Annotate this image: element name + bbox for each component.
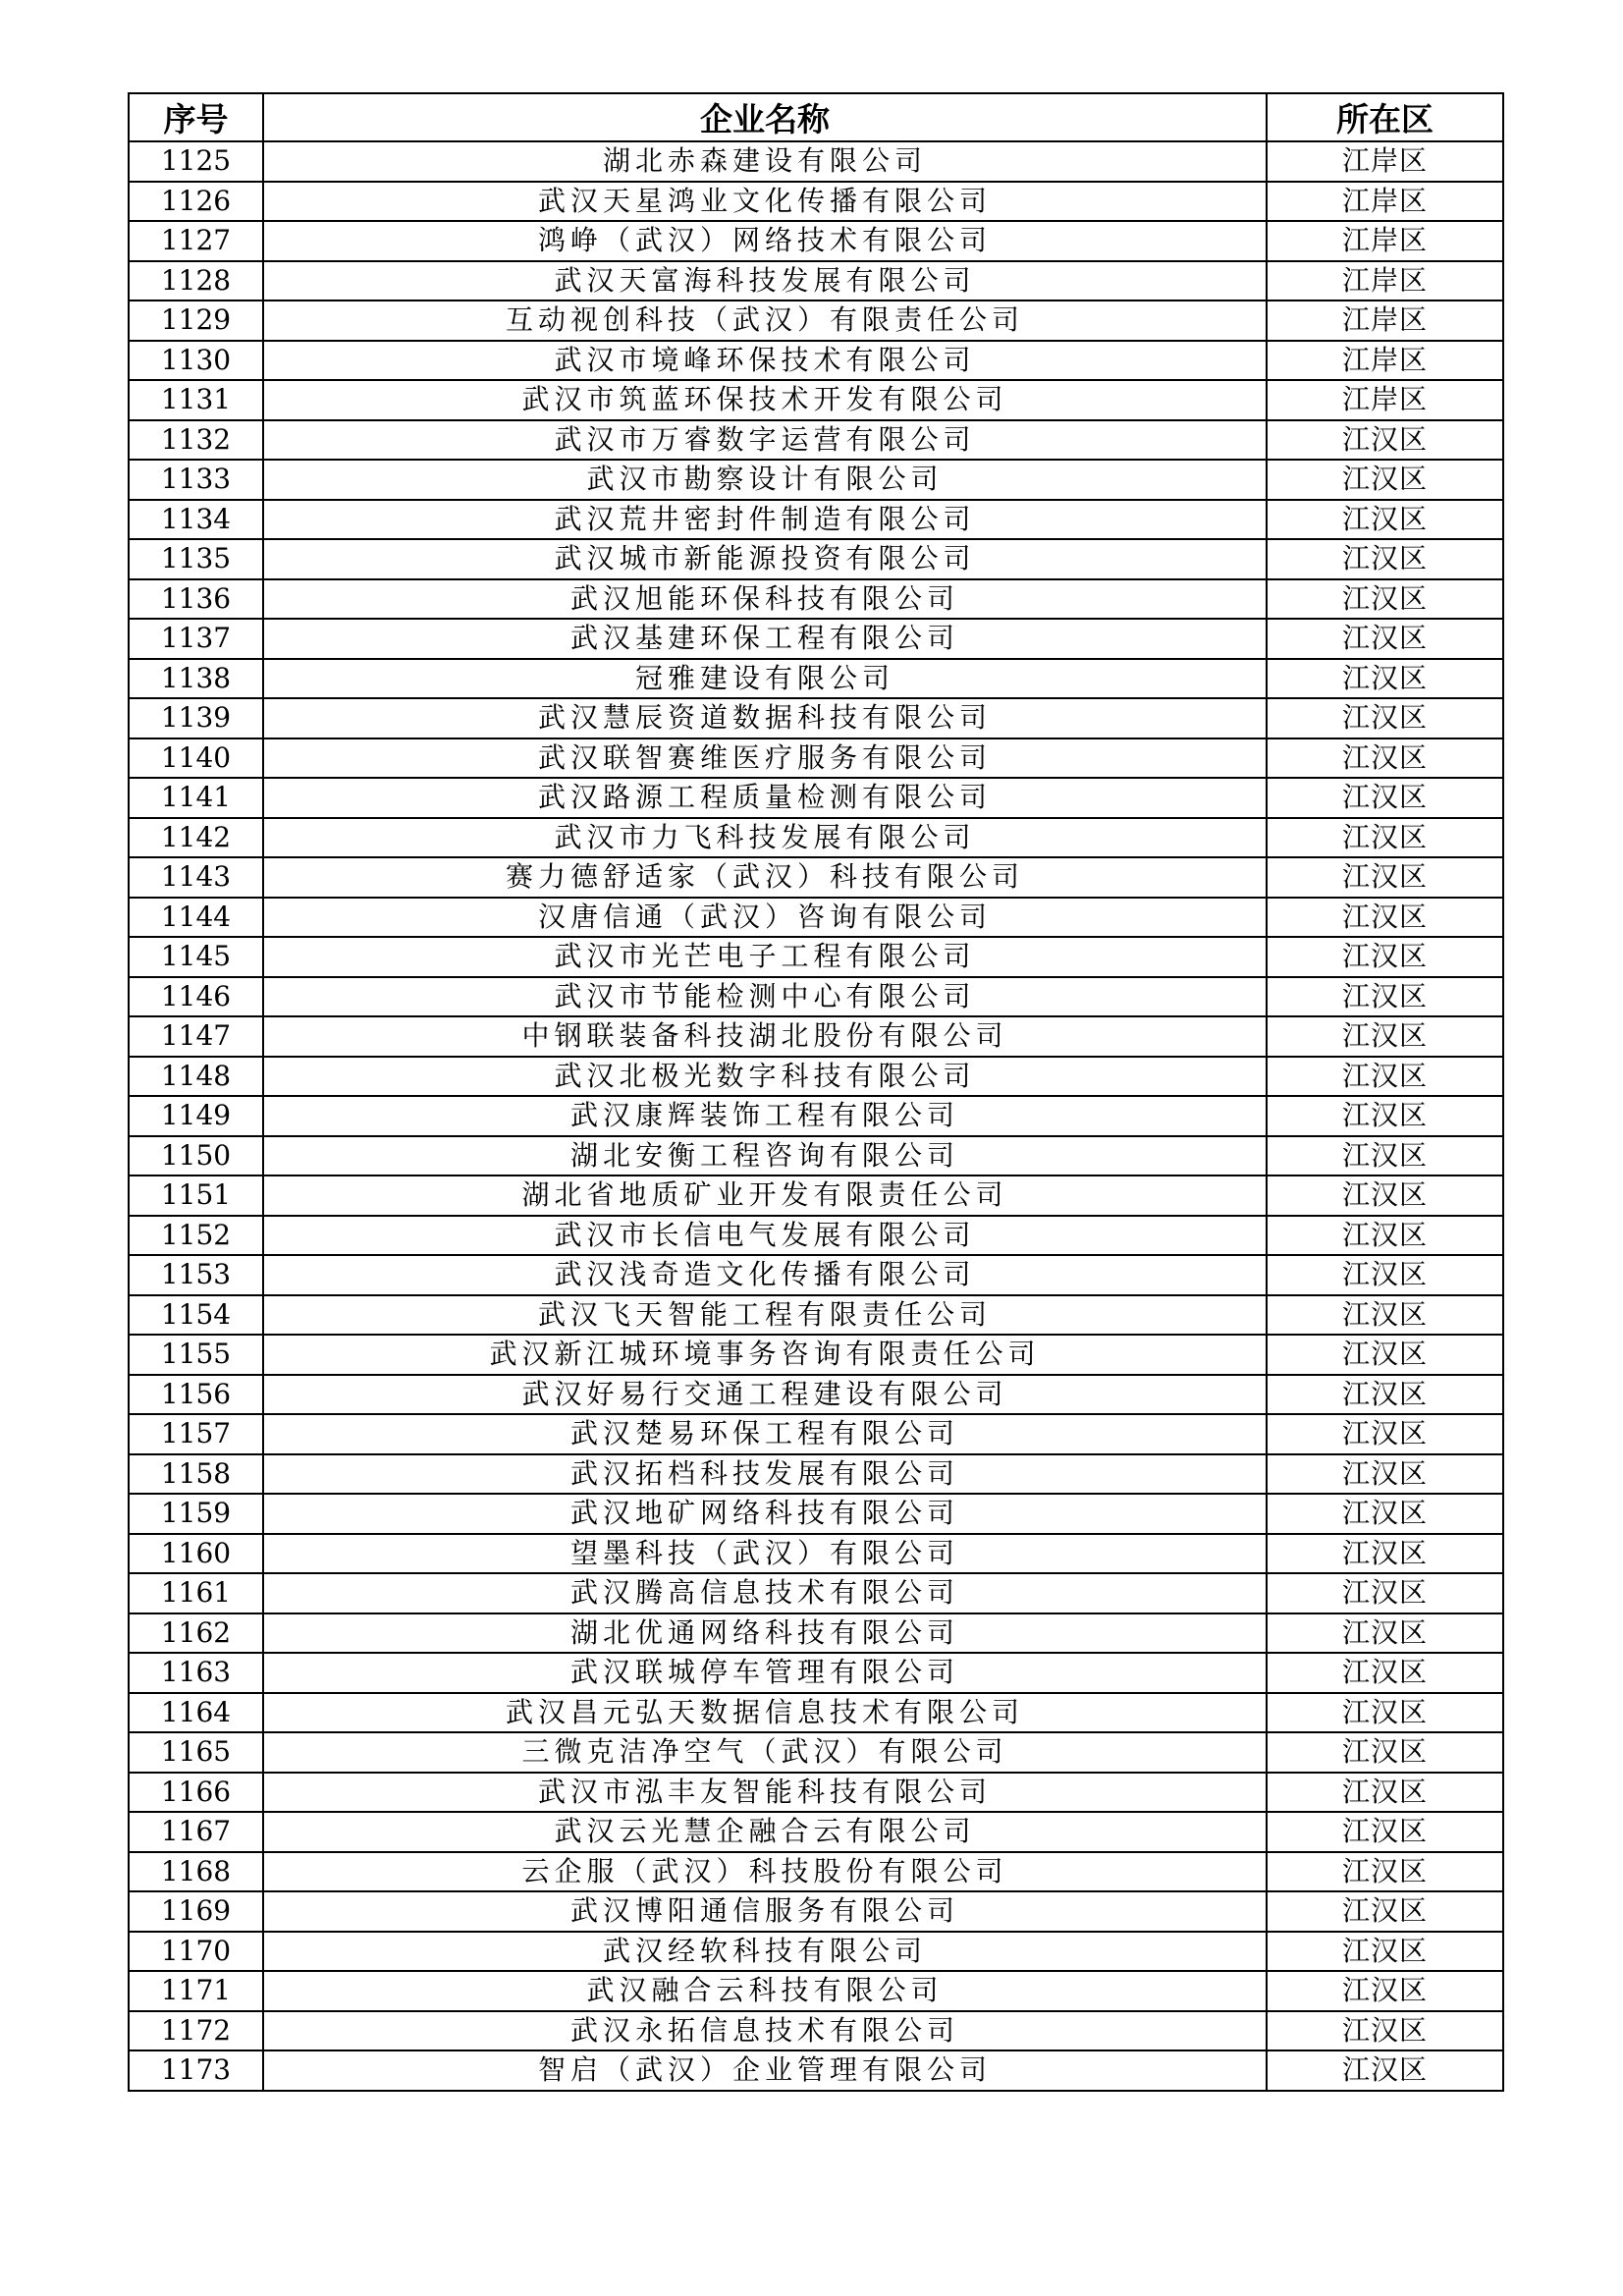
- district-cell: 江汉区: [1267, 1414, 1503, 1454]
- enterprise-name-cell: 武汉联城停车管理有限公司: [263, 1653, 1267, 1693]
- district-cell: 江岸区: [1267, 380, 1503, 420]
- serial-number-cell: 1140: [129, 738, 263, 779]
- table-row: [129, 898, 1503, 938]
- serial-number-cell: 1152: [129, 1216, 263, 1256]
- district-cell: 江汉区: [1267, 1375, 1503, 1415]
- table-row: [129, 420, 1503, 461]
- district-cell: 江汉区: [1267, 1494, 1503, 1534]
- enterprise-name-cell: 武汉楚易环保工程有限公司: [263, 1414, 1267, 1454]
- district-cell: 江汉区: [1267, 937, 1503, 977]
- table-row: [129, 341, 1503, 381]
- district-cell: 江岸区: [1267, 182, 1503, 222]
- district-cell: 江汉区: [1267, 1335, 1503, 1375]
- table-row: [129, 1573, 1503, 1613]
- header-row: [129, 93, 1503, 141]
- enterprise-name-cell: 湖北优通网络科技有限公司: [263, 1613, 1267, 1654]
- serial-number-cell: 1170: [129, 1932, 263, 1972]
- serial-number-cell: 1134: [129, 500, 263, 540]
- enterprise-name-cell: 武汉天富海科技发展有限公司: [263, 261, 1267, 301]
- serial-number-cell: 1125: [129, 141, 263, 182]
- header-enterprise-name: 企业名称: [263, 93, 1267, 141]
- serial-number-cell: 1164: [129, 1693, 263, 1733]
- district-cell: 江汉区: [1267, 1812, 1503, 1852]
- district-cell: 江汉区: [1267, 1891, 1503, 1932]
- serial-number-cell: 1161: [129, 1573, 263, 1613]
- table-row: [129, 579, 1503, 620]
- district-cell: 江汉区: [1267, 579, 1503, 620]
- serial-number-cell: 1139: [129, 698, 263, 738]
- enterprise-name-cell: 智启（武汉）企业管理有限公司: [263, 2050, 1267, 2091]
- serial-number-cell: 1133: [129, 460, 263, 500]
- enterprise-name-cell: 武汉北极光数字科技有限公司: [263, 1057, 1267, 1097]
- enterprise-name-cell: 武汉地矿网络科技有限公司: [263, 1494, 1267, 1534]
- serial-number-cell: 1157: [129, 1414, 263, 1454]
- serial-number-cell: 1136: [129, 579, 263, 620]
- table-row: [129, 1414, 1503, 1454]
- enterprise-name-cell: 武汉市万睿数字运营有限公司: [263, 420, 1267, 461]
- header-district: 所在区: [1267, 93, 1503, 141]
- table-row: [129, 1891, 1503, 1932]
- table-row: [129, 301, 1503, 341]
- district-cell: 江汉区: [1267, 1653, 1503, 1693]
- enterprise-name-cell: 鸿峥（武汉）网络技术有限公司: [263, 221, 1267, 261]
- serial-number-cell: 1156: [129, 1375, 263, 1415]
- enterprise-name-cell: 湖北安衡工程咨询有限公司: [263, 1136, 1267, 1176]
- district-cell: 江汉区: [1267, 1732, 1503, 1773]
- serial-number-cell: 1162: [129, 1613, 263, 1654]
- table-row: [129, 1534, 1503, 1574]
- table-row: [129, 1136, 1503, 1176]
- enterprise-table: [128, 92, 1504, 2092]
- table-row: [129, 1335, 1503, 1375]
- table-row: [129, 2011, 1503, 2051]
- serial-number-cell: 1128: [129, 261, 263, 301]
- table-row: [129, 1057, 1503, 1097]
- district-cell: 江汉区: [1267, 1693, 1503, 1733]
- enterprise-name-cell: 武汉市勘察设计有限公司: [263, 460, 1267, 500]
- enterprise-name-cell: 武汉慧辰资道数据科技有限公司: [263, 698, 1267, 738]
- serial-number-cell: 1144: [129, 898, 263, 938]
- district-cell: 江汉区: [1267, 2050, 1503, 2091]
- serial-number-cell: 1151: [129, 1175, 263, 1216]
- enterprise-name-cell: 武汉联智赛维医疗服务有限公司: [263, 738, 1267, 779]
- serial-number-cell: 1153: [129, 1255, 263, 1295]
- table-row: [129, 1932, 1503, 1972]
- table-row: [129, 977, 1503, 1017]
- serial-number-cell: 1150: [129, 1136, 263, 1176]
- table-row: [129, 1971, 1503, 2011]
- table-row: [129, 380, 1503, 420]
- serial-number-cell: 1132: [129, 420, 263, 461]
- table-row: [129, 937, 1503, 977]
- table-row: [129, 738, 1503, 779]
- table-row: [129, 539, 1503, 579]
- serial-number-cell: 1172: [129, 2011, 263, 2051]
- enterprise-name-cell: 湖北省地质矿业开发有限责任公司: [263, 1175, 1267, 1216]
- table-row: [129, 1693, 1503, 1733]
- enterprise-name-cell: 武汉康辉装饰工程有限公司: [263, 1096, 1267, 1136]
- district-cell: 江汉区: [1267, 698, 1503, 738]
- district-cell: 江汉区: [1267, 778, 1503, 818]
- district-cell: 江汉区: [1267, 1295, 1503, 1336]
- enterprise-name-cell: 武汉市光芒电子工程有限公司: [263, 937, 1267, 977]
- enterprise-name-cell: 武汉荒井密封件制造有限公司: [263, 500, 1267, 540]
- district-cell: 江汉区: [1267, 898, 1503, 938]
- table-row: [129, 778, 1503, 818]
- district-cell: 江汉区: [1267, 1613, 1503, 1654]
- district-cell: 江汉区: [1267, 1534, 1503, 1574]
- serial-number-cell: 1149: [129, 1096, 263, 1136]
- district-cell: 江岸区: [1267, 301, 1503, 341]
- serial-number-cell: 1138: [129, 659, 263, 699]
- table-row: [129, 261, 1503, 301]
- serial-number-cell: 1166: [129, 1773, 263, 1813]
- table-row: [129, 1852, 1503, 1892]
- table-row: [129, 818, 1503, 858]
- enterprise-name-cell: 湖北赤森建设有限公司: [263, 141, 1267, 182]
- enterprise-name-cell: 赛力德舒适家（武汉）科技有限公司: [263, 857, 1267, 898]
- table-row: [129, 698, 1503, 738]
- serial-number-cell: 1160: [129, 1534, 263, 1574]
- district-cell: 江汉区: [1267, 857, 1503, 898]
- serial-number-cell: 1127: [129, 221, 263, 261]
- enterprise-name-cell: 武汉基建环保工程有限公司: [263, 619, 1267, 659]
- district-cell: 江汉区: [1267, 1016, 1503, 1057]
- serial-number-cell: 1169: [129, 1891, 263, 1932]
- serial-number-cell: 1143: [129, 857, 263, 898]
- district-cell: 江汉区: [1267, 1454, 1503, 1495]
- table-row: [129, 1216, 1503, 1256]
- header-serial-number: 序号: [129, 93, 263, 141]
- enterprise-name-cell: 云企服（武汉）科技股份有限公司: [263, 1852, 1267, 1892]
- enterprise-name-cell: 冠雅建设有限公司: [263, 659, 1267, 699]
- serial-number-cell: 1165: [129, 1732, 263, 1773]
- enterprise-name-cell: 互动视创科技（武汉）有限责任公司: [263, 301, 1267, 341]
- table-row: [129, 221, 1503, 261]
- serial-number-cell: 1154: [129, 1295, 263, 1336]
- serial-number-cell: 1173: [129, 2050, 263, 2091]
- enterprise-name-cell: 望墨科技（武汉）有限公司: [263, 1534, 1267, 1574]
- table-row: [129, 2050, 1503, 2091]
- district-cell: 江岸区: [1267, 261, 1503, 301]
- table-row: [129, 1096, 1503, 1136]
- enterprise-name-cell: 武汉好易行交通工程建设有限公司: [263, 1375, 1267, 1415]
- district-cell: 江汉区: [1267, 1573, 1503, 1613]
- table-row: [129, 1812, 1503, 1852]
- district-cell: 江汉区: [1267, 1255, 1503, 1295]
- district-cell: 江汉区: [1267, 1096, 1503, 1136]
- serial-number-cell: 1159: [129, 1494, 263, 1534]
- table-row: [129, 1653, 1503, 1693]
- enterprise-name-cell: 武汉飞天智能工程有限责任公司: [263, 1295, 1267, 1336]
- table-header: [129, 93, 1503, 141]
- table-row: [129, 1295, 1503, 1336]
- enterprise-name-cell: 武汉新江城环境事务咨询有限责任公司: [263, 1335, 1267, 1375]
- table-row: [129, 659, 1503, 699]
- district-cell: 江汉区: [1267, 460, 1503, 500]
- table-row: [129, 182, 1503, 222]
- district-cell: 江汉区: [1267, 818, 1503, 858]
- district-cell: 江汉区: [1267, 738, 1503, 779]
- serial-number-cell: 1146: [129, 977, 263, 1017]
- district-cell: 江汉区: [1267, 1175, 1503, 1216]
- district-cell: 江汉区: [1267, 420, 1503, 461]
- table-row: [129, 1016, 1503, 1057]
- district-cell: 江汉区: [1267, 1136, 1503, 1176]
- enterprise-name-cell: 武汉市泓丰友智能科技有限公司: [263, 1773, 1267, 1813]
- serial-number-cell: 1137: [129, 619, 263, 659]
- district-cell: 江汉区: [1267, 1773, 1503, 1813]
- table-row: [129, 500, 1503, 540]
- enterprise-name-cell: 武汉浅奇造文化传播有限公司: [263, 1255, 1267, 1295]
- serial-number-cell: 1167: [129, 1812, 263, 1852]
- table-row: [129, 1454, 1503, 1495]
- enterprise-name-cell: 武汉市节能检测中心有限公司: [263, 977, 1267, 1017]
- district-cell: 江岸区: [1267, 341, 1503, 381]
- enterprise-name-cell: 武汉市力飞科技发展有限公司: [263, 818, 1267, 858]
- serial-number-cell: 1131: [129, 380, 263, 420]
- serial-number-cell: 1141: [129, 778, 263, 818]
- table-body: [129, 141, 1503, 2091]
- enterprise-name-cell: 武汉云光慧企融合云有限公司: [263, 1812, 1267, 1852]
- enterprise-name-cell: 武汉市境峰环保技术有限公司: [263, 341, 1267, 381]
- district-cell: 江汉区: [1267, 1216, 1503, 1256]
- serial-number-cell: 1163: [129, 1653, 263, 1693]
- district-cell: 江岸区: [1267, 141, 1503, 182]
- enterprise-name-cell: 武汉路源工程质量检测有限公司: [263, 778, 1267, 818]
- table-row: [129, 1732, 1503, 1773]
- enterprise-name-cell: 武汉城市新能源投资有限公司: [263, 539, 1267, 579]
- district-cell: 江汉区: [1267, 1932, 1503, 1972]
- serial-number-cell: 1168: [129, 1852, 263, 1892]
- table-row: [129, 141, 1503, 182]
- enterprise-name-cell: 武汉经软科技有限公司: [263, 1932, 1267, 1972]
- table-row: [129, 619, 1503, 659]
- district-cell: 江汉区: [1267, 1057, 1503, 1097]
- enterprise-name-cell: 武汉博阳通信服务有限公司: [263, 1891, 1267, 1932]
- enterprise-name-cell: 武汉拓档科技发展有限公司: [263, 1454, 1267, 1495]
- enterprise-name-cell: 武汉融合云科技有限公司: [263, 1971, 1267, 2011]
- district-cell: 江岸区: [1267, 221, 1503, 261]
- enterprise-name-cell: 武汉市筑蓝环保技术开发有限公司: [263, 380, 1267, 420]
- table-row: [129, 460, 1503, 500]
- table-row: [129, 1255, 1503, 1295]
- serial-number-cell: 1158: [129, 1454, 263, 1495]
- district-cell: 江汉区: [1267, 539, 1503, 579]
- serial-number-cell: 1145: [129, 937, 263, 977]
- serial-number-cell: 1130: [129, 341, 263, 381]
- serial-number-cell: 1148: [129, 1057, 263, 1097]
- table-row: [129, 1175, 1503, 1216]
- district-cell: 江汉区: [1267, 619, 1503, 659]
- serial-number-cell: 1126: [129, 182, 263, 222]
- serial-number-cell: 1142: [129, 818, 263, 858]
- district-cell: 江汉区: [1267, 500, 1503, 540]
- enterprise-name-cell: 中钢联装备科技湖北股份有限公司: [263, 1016, 1267, 1057]
- enterprise-name-cell: 武汉天星鸿业文化传播有限公司: [263, 182, 1267, 222]
- district-cell: 江汉区: [1267, 1971, 1503, 2011]
- table-row: [129, 857, 1503, 898]
- enterprise-name-cell: 武汉腾高信息技术有限公司: [263, 1573, 1267, 1613]
- serial-number-cell: 1135: [129, 539, 263, 579]
- serial-number-cell: 1129: [129, 301, 263, 341]
- district-cell: 江汉区: [1267, 2011, 1503, 2051]
- district-cell: 江汉区: [1267, 977, 1503, 1017]
- district-cell: 江汉区: [1267, 659, 1503, 699]
- enterprise-name-cell: 武汉市长信电气发展有限公司: [263, 1216, 1267, 1256]
- enterprise-name-cell: 三微克洁净空气（武汉）有限公司: [263, 1732, 1267, 1773]
- table-row: [129, 1375, 1503, 1415]
- enterprise-name-cell: 汉唐信通（武汉）咨询有限公司: [263, 898, 1267, 938]
- table-row: [129, 1773, 1503, 1813]
- serial-number-cell: 1155: [129, 1335, 263, 1375]
- table-row: [129, 1494, 1503, 1534]
- district-cell: 江汉区: [1267, 1852, 1503, 1892]
- serial-number-cell: 1147: [129, 1016, 263, 1057]
- serial-number-cell: 1171: [129, 1971, 263, 2011]
- table-row: [129, 1613, 1503, 1654]
- enterprise-name-cell: 武汉昌元弘天数据信息技术有限公司: [263, 1693, 1267, 1733]
- enterprise-name-cell: 武汉永拓信息技术有限公司: [263, 2011, 1267, 2051]
- enterprise-name-cell: 武汉旭能环保科技有限公司: [263, 579, 1267, 620]
